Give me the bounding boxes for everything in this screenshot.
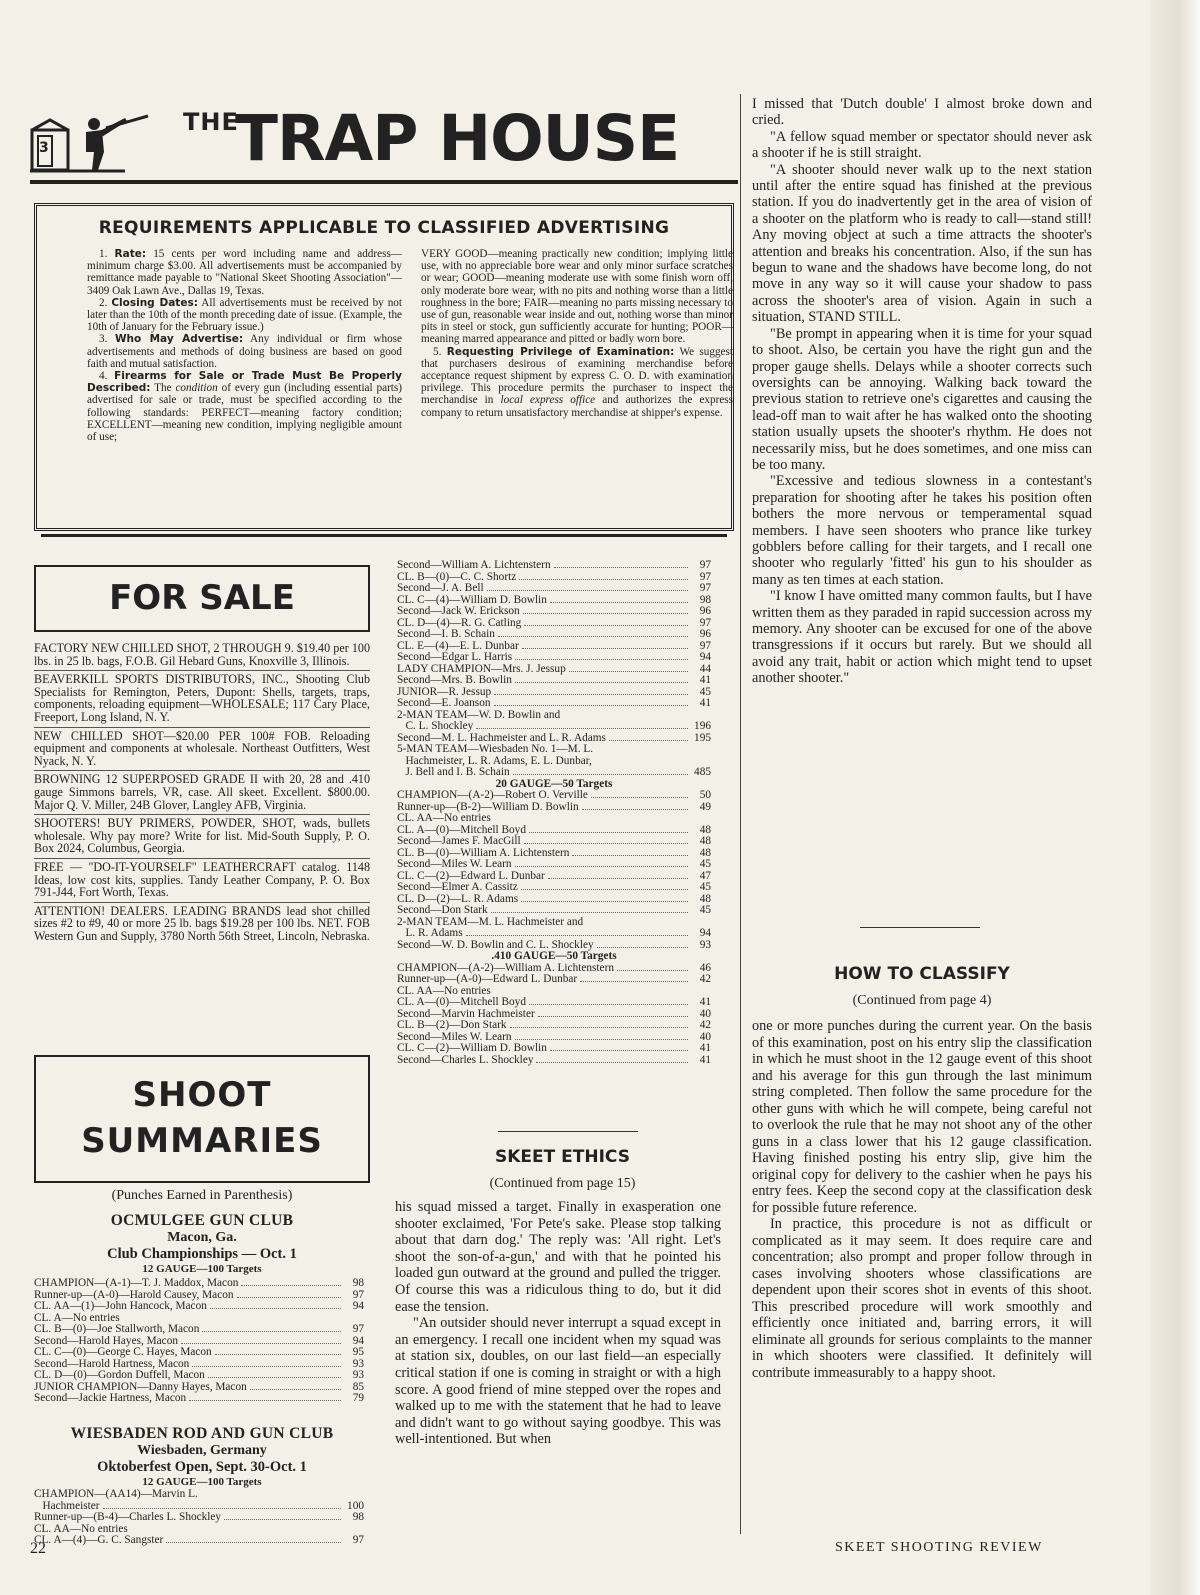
result-label: Second—Jackie Hartness, Macon <box>34 1392 187 1404</box>
result-score: 40 <box>699 1007 711 1020</box>
result-row <box>397 790 711 802</box>
result-row <box>397 675 711 687</box>
result-row <box>397 905 711 917</box>
result-row <box>397 744 711 756</box>
result-label: CL. B—(0)—William A. Lichtenstern <box>397 846 570 859</box>
result-score: 48 <box>699 823 711 836</box>
result-score: 98 <box>699 593 711 606</box>
result-score: 195 <box>694 731 711 744</box>
result-label: Hachmeister <box>34 1499 100 1512</box>
result-score: 94 <box>699 927 711 939</box>
result-row <box>397 629 711 641</box>
page-number: 22 <box>30 1540 46 1557</box>
result-label: CL. A—(0)—Mitchell Boyd <box>397 996 526 1008</box>
dot-leader <box>515 866 688 867</box>
dot-leader <box>487 590 688 591</box>
wiesbaden-results <box>34 1489 364 1547</box>
result-label: Second—Miles W. Learn <box>397 1030 512 1043</box>
dot-leader <box>536 1062 688 1063</box>
result-label: CL. AA—(1)—John Hancock, Macon <box>34 1300 207 1312</box>
result-score: 45 <box>699 858 711 870</box>
result-label: LADY CHAMPION—Mrs. J. Jessup <box>397 662 566 675</box>
result-row <box>397 583 711 595</box>
dot-leader <box>617 970 688 971</box>
result-label: Second—W. D. Bowlin and C. L. Shockley <box>397 938 594 951</box>
dot-leader <box>550 1050 688 1051</box>
result-row <box>34 1370 364 1382</box>
divider <box>860 927 980 928</box>
result-label: CHAMPION—(A-2)—Robert O. Verville <box>397 789 588 801</box>
result-score: 49 <box>699 800 711 813</box>
result-score: 41 <box>699 996 711 1008</box>
dot-leader <box>237 1297 341 1298</box>
dot-leader <box>510 1027 688 1028</box>
result-score: 46 <box>699 961 711 974</box>
result-label: Runner-up—(A-0)—Harold Causey, Macon <box>34 1288 234 1301</box>
result-score: 485 <box>694 766 711 778</box>
dot-leader <box>476 728 688 729</box>
dot-leader <box>609 740 688 741</box>
result-row <box>397 997 711 1009</box>
skeet-ethics-title: SKEET ETHICS <box>495 1147 630 1167</box>
result-score: 93 <box>699 938 711 951</box>
result-score: 93 <box>352 1357 364 1370</box>
result-row <box>397 928 711 940</box>
classified-ad: ATTENTION! DEALERS. LEADING BRANDS lead shot chilled sizes #2 to #9, 40 or more 25 lb. bags $19.28 per 100 lbs. NET. FOB Western Gun and Supply, 3780 North 56th Street, Lincoln, Nebraska. <box>34 903 370 943</box>
dot-leader <box>538 1016 688 1017</box>
result-label: Second—Miles W. Learn <box>397 858 512 870</box>
result-label: CL. B—(0)—Joe Stallworth, Macon <box>34 1323 200 1335</box>
result-label: CL. C—(2)—Edward L. Dunbar <box>397 869 545 882</box>
result-score: 98 <box>352 1511 364 1523</box>
trap-house-shooter-logo-icon <box>30 108 170 174</box>
result-row <box>34 1324 364 1336</box>
result-label: L. R. Adams <box>397 927 463 939</box>
ocmulgee-results <box>34 1278 364 1405</box>
result-label: 5-MAN TEAM—Wiesbaden No. 1—M. L. <box>397 743 594 755</box>
result-label: CHAMPION—(A-1)—T. J. Maddox, Macon <box>34 1277 239 1289</box>
dot-leader <box>582 809 688 810</box>
dot-leader <box>580 981 688 982</box>
result-score: 42 <box>699 973 711 985</box>
punches-note: (Punches Earned in Parenthesis) <box>111 1188 293 1203</box>
dot-leader <box>494 705 688 706</box>
result-score: 97 <box>699 559 711 571</box>
req-firearms-described: 4. Firearms for Sale or Trade Must Be Properly Described: The condition of every gun (including essential parts) advertised for sale or trade, must be specified according to the following standards: PERFECT—meaning factory condition; EXCELLENT—meaning new condition, implying negligible amount of use; <box>87 370 402 444</box>
svg-text:3: 3 <box>39 140 49 156</box>
result-score: 94 <box>352 1334 364 1347</box>
for-sale-ads <box>34 640 370 945</box>
result-score: 45 <box>699 881 711 893</box>
result-score: 45 <box>699 904 711 916</box>
result-row <box>34 1278 364 1290</box>
result-score: 94 <box>352 1300 364 1312</box>
dot-leader <box>515 659 688 660</box>
result-label: JUNIOR CHAMPION—Danny Hayes, Macon <box>34 1380 247 1393</box>
result-row <box>34 1301 364 1313</box>
result-score: 97 <box>699 570 711 583</box>
how-to-classify-title: HOW TO CLASSIFY <box>834 964 1010 984</box>
dot-leader <box>572 855 688 856</box>
result-score: 97 <box>699 639 711 652</box>
dot-leader <box>202 1331 341 1332</box>
result-label: CL. C—(0)—George C. Hayes, Macon <box>34 1346 212 1358</box>
dot-leader <box>523 613 688 614</box>
result-row <box>397 859 711 871</box>
dot-leader <box>524 843 688 844</box>
wiesbaden-results-continued <box>397 560 711 1066</box>
gauge-subheading: 20 GAUGE—50 Targets <box>495 777 613 790</box>
dot-leader <box>224 1519 341 1520</box>
skeet-ethics-continued: (Continued from page 15) <box>489 1176 636 1191</box>
req-closing-dates: 2. Closing Dates: All advertisements must be received by not later than the 10th of the month preceding date of issue. (Example, the 10th of January for the February issue.) <box>87 296 403 334</box>
result-label: Runner-up—(B-2)—William D. Bowlin <box>397 800 579 813</box>
result-row <box>34 1393 364 1405</box>
dot-leader <box>529 832 688 833</box>
result-row <box>397 1020 711 1032</box>
result-score: 95 <box>352 1346 364 1358</box>
result-label: Second—Marvin Hachmeister <box>397 1007 535 1020</box>
result-row <box>397 721 711 733</box>
skeet-ethics-continued-body: I missed that 'Dutch double' I almost broke down and cried. "A fellow squad member or spectator should never ask a shooter if he is still straight. "A shooter should never walk up to the next station until after the entire squad has finished at the previous station. If you do inadvertently get in the area of vision of a shooter on the platform who is ready to call—stand still! Any moving object at such a time attracts the shooter's attention and breaks his concentration. Also, if the sun has begun to wane and the shadows have become long, do not move in any way so it will cause your shadow to pass across the shooter's area of vision. Again in such a situation, STAND STILL. "Be prompt in appearing when it is time for your squad to shoot. Also, be certain you have the right gun and the proper gauge shells. Delays while a shooter corrects such oversights can be annoying. Walking back toward the previous station to retrieve one's cigarettes and causing the lead-off man to wait after he has walked onto the shooting station usually upsets the shooter's rhythm. He does not necessarily miss, but he does sometimes, and one miss can be too many. "Excessive and tedious slowness in a contestant's preparation for shooting after he takes his position often bothers the more nervous or temperamental squad members. I have seen shooters who prance like turkey gobblers before calling for their targets, and I recall one shooter who regularly 'fitted' his gun to his shoulder as many as ten times at each station. "I know I have omitted many common faults, but I have written them as they paraded in rapid succession across my memory. Any shooter can be excused for one of the above transgressions if it occurs but rarely. But we should all avoid any trait, habit or action which might tend to upset another shooter." <box>752 96 1092 687</box>
dot-leader <box>548 878 688 879</box>
result-score: 44 <box>699 662 711 675</box>
dot-leader <box>250 1389 341 1390</box>
result-label: Second—Jack W. Erickson <box>397 605 520 617</box>
result-score: 45 <box>699 685 711 698</box>
result-score: 97 <box>352 1288 364 1301</box>
result-row <box>397 1043 711 1055</box>
result-label: CL. AA—No entries <box>397 812 491 824</box>
result-score: 97 <box>352 1323 364 1335</box>
dot-leader <box>210 1308 341 1309</box>
how-to-classify-continued: (Continued from page 4) <box>852 993 992 1008</box>
result-label: Hachmeister, L. R. Adams, E. L. Dunbar, <box>397 754 592 767</box>
result-label: CL. D—(0)—Gordon Duffell, Macon <box>34 1369 205 1381</box>
dot-leader <box>521 901 688 902</box>
requirements-left-column <box>87 248 402 443</box>
result-score: 97 <box>699 582 711 594</box>
dot-leader <box>498 636 688 637</box>
dot-leader <box>519 579 688 580</box>
for-sale-heading: FOR SALE <box>34 565 370 632</box>
result-score: 41 <box>699 697 711 709</box>
dot-leader <box>494 694 688 695</box>
result-label: CL. A—(4)—G. C. Sangster <box>34 1534 164 1546</box>
classified-ad: NEW CHILLED SHOT—$20.00 PER 100# FOB. Reloading equipment and components at wholesale. Northeast Outfitters, West Nyack, N. Y. <box>34 728 370 772</box>
result-score: 48 <box>699 846 711 859</box>
req-rate: 1. Rate: 15 cents per word including name and address—minimum charge $3.00. All advertisements must be accompanied by remittance made payable to "National Skeet Shooting Association"—3409 Oak Lawn Ave., Dallas 19, Texas. <box>87 248 402 297</box>
gauge-subheading: .410 GAUGE—50 Targets <box>491 950 617 962</box>
result-score: 48 <box>699 892 711 905</box>
dot-leader <box>181 1343 341 1344</box>
result-label: CL. D—(2)—L. R. Adams <box>397 892 519 905</box>
shoot-summaries-heading: SHOOT SUMMARIES <box>34 1055 370 1183</box>
result-label: CL. C—(2)—William D. Bowlin <box>397 1042 547 1054</box>
result-label: CL. AA—No entries <box>397 984 491 997</box>
ocmulgee-header: OCMULGEE GUN CLUB Macon, Ga. Club Championships — Oct. 1 12 GAUGE—100 Targets <box>107 1212 297 1275</box>
result-score: 48 <box>699 835 711 847</box>
dot-leader <box>241 1285 341 1286</box>
result-score: 100 <box>347 1499 364 1512</box>
result-score: 85 <box>352 1380 364 1393</box>
result-label: CL. C—(4)—William D. Bowlin <box>397 593 547 606</box>
result-row <box>397 560 711 572</box>
dot-leader <box>524 625 688 626</box>
result-label: Second—Elmer A. Cassitz <box>397 881 518 893</box>
result-row <box>34 1512 364 1524</box>
result-label: Runner-up—(A-0)—Edward L. Dunbar <box>397 973 578 985</box>
result-row <box>397 974 711 986</box>
result-label: CL. A—No entries <box>34 1311 120 1324</box>
result-label: Second—Mrs. B. Bowlin <box>397 674 512 686</box>
result-label: CL. AA—No entries <box>34 1522 128 1535</box>
req-who-may-advertise: 3. Who May Advertise: Any individual or firm whose advertisements and methods of doing business are based on good faith and mutual satisfaction. <box>87 333 402 370</box>
result-score: 47 <box>699 869 711 882</box>
dot-leader <box>215 1354 341 1355</box>
result-score: 79 <box>352 1392 364 1404</box>
result-score: 42 <box>699 1019 711 1031</box>
result-label: Second—M. L. Hachmeister and L. R. Adams <box>397 731 606 744</box>
result-score: 96 <box>699 605 711 617</box>
result-score: 94 <box>699 651 711 663</box>
result-row <box>397 698 711 710</box>
result-row <box>397 836 711 848</box>
result-label: JUNIOR—R. Jessup <box>397 685 492 698</box>
result-score: 97 <box>699 616 711 629</box>
result-label: Second—Charles L. Shockley <box>397 1053 534 1066</box>
result-label: CL. E—(4)—E. L. Dunbar <box>397 639 519 652</box>
masthead-title: TRAP HOUSE <box>235 102 680 175</box>
dot-leader <box>521 889 688 890</box>
result-row <box>34 1489 364 1501</box>
dot-leader <box>103 1508 341 1509</box>
masthead-the: THE <box>183 108 239 136</box>
result-row <box>397 606 711 618</box>
result-label: J. Bell and I. B. Schain <box>397 766 510 778</box>
dot-leader <box>522 648 688 649</box>
result-label: CHAMPION—(A-2)—William A. Lichtenstern <box>397 961 614 974</box>
result-label: 2-MAN TEAM—M. L. Hachmeister and <box>397 915 584 928</box>
result-row <box>34 1347 364 1359</box>
classified-requirements-box <box>34 203 734 531</box>
divider <box>498 1131 638 1132</box>
req-condition-standards: VERY GOOD—meaning practically new condition; implying little use, with no appreciable bore wear and only minor surface scratches or wear; GOOD—meaning moderate use with some finish worn off, only moderate bore wear, with no pits and nothing worse than a little roughness in the bore; FAIR—meaning no parts missing necessary to use of gun, reasonable wear inside and out, nothing worse than minor pits in steel or stock, gun sufficiently accurate for hunting; POOR—meaning marred appearance and pitted or badly worn bore. <box>421 248 733 346</box>
result-row <box>397 882 711 894</box>
dot-leader <box>192 1366 341 1367</box>
result-label: Second—Edgar L. Harris <box>397 651 513 663</box>
result-label: Second—E. Joanson <box>397 697 491 709</box>
classified-ad: SHOOTERS! BUY PRIMERS, POWDER, SHOT, wads, bullets wholesale. Why pay more? Write for list. Mid-South Supply, P. O. Box 2024, Columbus, Georgia. <box>34 815 370 859</box>
result-label: CL. A—(0)—Mitchell Boyd <box>397 823 526 836</box>
result-row <box>397 652 711 664</box>
result-score: 96 <box>699 628 711 640</box>
dot-leader <box>208 1377 341 1378</box>
result-score: 196 <box>694 720 711 732</box>
result-score: 41 <box>699 674 711 686</box>
page-edge <box>1150 0 1200 1595</box>
result-label: Second—Harold Hayes, Macon <box>34 1334 178 1347</box>
masthead <box>30 90 738 180</box>
dot-leader <box>554 567 688 568</box>
journal-name: SKEET SHOOTING REVIEW <box>835 1540 1043 1555</box>
result-label: CHAMPION—(AA14)—Marvin L. <box>34 1488 198 1500</box>
result-label: CL. D—(4)—R. G. Catling <box>397 616 522 629</box>
result-score: 97 <box>352 1534 364 1546</box>
result-label: Second—William A. Lichtenstern <box>397 559 551 571</box>
result-row <box>397 767 711 779</box>
result-label: 2-MAN TEAM—W. D. Bowlin and <box>397 708 561 721</box>
req-examination: 5. Requesting Privilege of Examination: We suggest that purchasers desirous of examining merchandise before acceptance request shipment by express C. O. D. with examination privilege. This procedure permits the purchaser to inspect the merchandise in local express office and authorizes the express company to return unsatisfactory merchandise at shipper's expense. <box>421 345 734 419</box>
requirements-right-column <box>421 248 733 419</box>
result-score: 41 <box>699 1053 711 1066</box>
result-score: 40 <box>699 1030 711 1043</box>
result-score: 93 <box>352 1369 364 1381</box>
dot-leader <box>466 935 688 936</box>
dot-leader <box>550 602 688 603</box>
result-label: Second—Don Stark <box>397 904 488 916</box>
dot-leader <box>591 797 688 798</box>
dot-leader <box>189 1400 341 1401</box>
dot-leader <box>166 1542 341 1543</box>
result-label: Second—James F. MacGill <box>397 835 521 847</box>
result-label: CL. B—(2)—Don Stark <box>397 1019 507 1031</box>
masthead-rule <box>30 180 738 184</box>
result-score: 41 <box>699 1042 711 1054</box>
result-label: Second—I. B. Schain <box>397 628 495 640</box>
requirements-title: REQUIREMENTS APPLICABLE TO CLASSIFIED ADVERTISING <box>98 218 670 238</box>
dot-leader <box>491 912 688 913</box>
dot-leader <box>569 671 688 672</box>
classified-ad: FACTORY NEW CHILLED SHOT, 2 THROUGH 9. $19.40 per 100 lbs. in 25 lb. bags, F.O.B. Gil Hebard Guns, Knoxville 3, Illinois. <box>34 640 370 671</box>
dot-leader <box>597 947 688 948</box>
column-rule <box>740 94 741 1534</box>
result-score: 50 <box>699 789 711 801</box>
result-label: C. L. Shockley <box>397 720 474 732</box>
result-label: Second—J. A. Bell <box>397 582 484 594</box>
result-row <box>397 813 711 825</box>
dot-leader <box>529 1004 688 1005</box>
result-label: CL. B—(0)—C. C. Shortz <box>397 570 517 583</box>
how-to-classify-body: one or more punches during the current year. On the basis of this examination, post on his entry slip the classification in which he must shoot in the 12 gauge event of this shoot and his average for this gun through the last minimum string completed. Then follow the same procedure for the other guns with which he will compete, being careful not to overlook the rule that he may not shoot any of the other guns in a class lower that his 12 gauge classification. Having finished posting his entry slip, give him the original copy for delivery to the cashier when he pays his entry fees. Keep the second copy at the classification desk for possible future reference. In practice, this procedure is not as difficult or complicated as it may seem. It does require care and concentration; also prompt and proper follow through in cases involving shooters whose classifications are dependent upon their scores shot in events of this shoot. This prescribed procedure will work smoothly and efficiently once initiated and, barring errors, it will eliminate all grounds for serious complaints to the manner in which shooters were classified. It definitely will contribute immeasurably to a happy shoot. <box>752 1018 1092 1381</box>
dot-leader <box>515 682 688 683</box>
dot-leader <box>515 1039 688 1040</box>
wiesbaden-header: WIESBADEN ROD AND GUN CLUB Wiesbaden, Germany Oktoberfest Open, Sept. 30-Oct. 1 12 GAUGE—100 Targets <box>70 1425 334 1488</box>
result-label: Second—Harold Hartness, Macon <box>34 1357 190 1370</box>
result-row <box>34 1535 364 1547</box>
classified-ad: BROWNING 12 SUPERPOSED GRADE II with 20, 28 and .410 gauge Simmons barrels, VR, case. All skeet. Excellent. $800.00. Major Q. V. Miller, 24B Glover, Langley AFB, Virginia. <box>34 771 370 815</box>
skeet-ethics-body: his squad missed a target. Finally in exasperation one shooter exclaimed, 'For Pete's sake. Please stop talking about that darn dog.' The reply was: 'All right. Let's shoot the son-of-a-gun,' and with that he pointed his loaded gun outward at the ground and pulled the trigger. Of course this was a ridiculous thing to do, but it did ease the tension. "An outsider should never interrupt a squad except in an emergency. I recall one incident when my squad was at station six, doubles, on our last field—an especially critical station if one is coming in straight or with a high score. A good friend of mine stepped over the ropes and walked up to me with the statement that he had to leave and didn't want to go without saying goodbye. This was well-intentioned. But when <box>395 1199 721 1448</box>
result-label: Runner-up—(B-4)—Charles L. Shockley <box>34 1511 222 1523</box>
dot-leader <box>513 774 688 775</box>
result-score: 98 <box>352 1277 364 1289</box>
classified-ad: FREE — "DO-IT-YOURSELF" LEATHERCRAFT catalog. 1148 Ideas, low cost kits, supplies. Tandy Leather Company, P. O. Box 791-J44, Fort Worth, Texas. <box>34 859 370 903</box>
result-row <box>397 1055 711 1067</box>
classified-ad: BEAVERKILL SPORTS DISTRIBUTORS, INC., Shooting Club Specialists for Remington, Peters, Dupont: Shells, targets, traps, components, reloading equipment—WHOLESALE; 117 Cary Place, Freeport, Long Island, N. Y. <box>34 671 370 727</box>
